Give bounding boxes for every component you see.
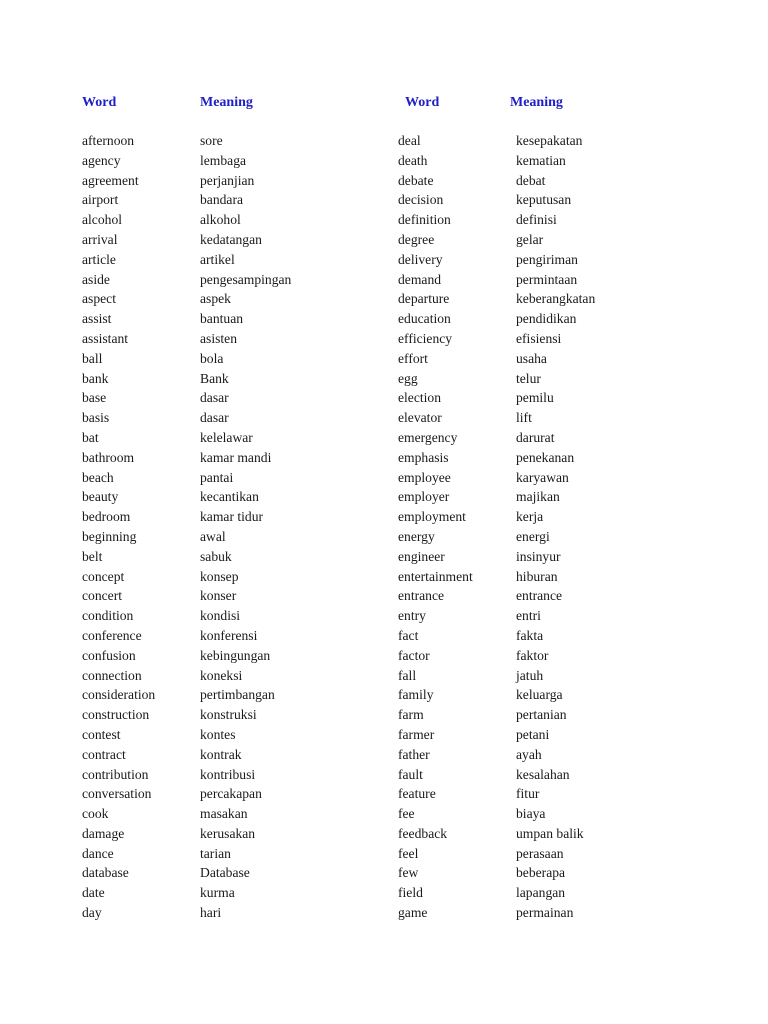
meaning-cell: konsep bbox=[200, 568, 239, 584]
meaning-cell: energi bbox=[516, 528, 550, 544]
left-word-column bbox=[82, 131, 155, 923]
meaning-cell: kondisi bbox=[200, 608, 241, 624]
word-cell: beauty bbox=[82, 489, 119, 505]
word-cell: cook bbox=[82, 806, 109, 822]
word-cell: farmer bbox=[398, 726, 435, 742]
word-cell: fault bbox=[398, 766, 423, 782]
word-cell: contest bbox=[82, 726, 121, 742]
meaning-cell: petani bbox=[516, 726, 550, 742]
meaning-cell: kematian bbox=[516, 152, 566, 168]
meaning-cell: penekanan bbox=[516, 449, 575, 465]
word-cell: feature bbox=[398, 786, 436, 802]
word-cell: effort bbox=[398, 350, 428, 366]
meaning-cell: kecantikan bbox=[200, 489, 259, 505]
word-cell: airport bbox=[82, 192, 119, 208]
meaning-cell: fitur bbox=[516, 786, 540, 802]
word-cell: decision bbox=[398, 192, 444, 208]
word-cell: employment bbox=[398, 509, 466, 525]
word-cell: efficiency bbox=[398, 330, 453, 346]
meaning-cell: entri bbox=[516, 608, 541, 624]
meaning-cell: usaha bbox=[516, 350, 547, 366]
word-cell: delivery bbox=[398, 251, 443, 267]
word-cell: egg bbox=[398, 370, 418, 386]
meaning-cell: pertanian bbox=[516, 707, 567, 723]
meaning-cell: faktor bbox=[516, 647, 549, 663]
meaning-cell: awal bbox=[200, 528, 226, 544]
word-cell: few bbox=[398, 865, 419, 881]
meaning-cell: bantuan bbox=[200, 311, 244, 327]
word-cell: elevator bbox=[398, 410, 442, 426]
word-cell: concept bbox=[82, 568, 125, 584]
meaning-cell: karyawan bbox=[516, 469, 569, 485]
word-cell: game bbox=[398, 905, 428, 921]
word-cell: definition bbox=[398, 212, 451, 228]
meaning-cell: pengesampingan bbox=[200, 271, 292, 287]
meaning-cell: keluarga bbox=[516, 687, 563, 703]
word-cell: entrance bbox=[398, 588, 445, 604]
word-cell: death bbox=[398, 152, 428, 168]
meaning-cell: alkohol bbox=[200, 212, 241, 228]
word-cell: deal bbox=[398, 133, 421, 148]
word-cell: fee bbox=[398, 806, 415, 822]
meaning-cell: kesepakatan bbox=[516, 133, 583, 148]
meaning-cell: sore bbox=[200, 133, 223, 148]
word-cell: debate bbox=[398, 172, 434, 188]
meaning-cell: lift bbox=[516, 410, 532, 426]
right-word-header: Word bbox=[405, 95, 440, 110]
meaning-cell: hari bbox=[200, 905, 222, 921]
left-meaning-header: Meaning bbox=[200, 95, 253, 110]
word-cell: demand bbox=[398, 271, 442, 287]
word-cell: basis bbox=[82, 410, 110, 426]
right-meaning-column bbox=[516, 131, 595, 923]
word-cell: degree bbox=[398, 231, 435, 247]
meaning-cell: kontrak bbox=[200, 746, 242, 762]
left-word-header: Word bbox=[82, 95, 117, 110]
meaning-cell: sabuk bbox=[200, 548, 232, 564]
word-cell: entertainment bbox=[398, 568, 473, 584]
meaning-cell: pemilu bbox=[516, 390, 554, 406]
word-cell: emergency bbox=[398, 429, 458, 445]
word-cell: construction bbox=[82, 707, 150, 723]
meaning-cell: kontribusi bbox=[200, 766, 256, 782]
meaning-cell: masakan bbox=[200, 806, 248, 822]
meaning-cell: tarian bbox=[200, 845, 231, 861]
left-meaning-column bbox=[200, 131, 291, 923]
meaning-cell: biaya bbox=[516, 806, 546, 822]
meaning-cell: debat bbox=[516, 172, 546, 188]
word-cell: assistant bbox=[82, 330, 129, 346]
meaning-cell: telur bbox=[516, 370, 541, 386]
meaning-cell: kamar mandi bbox=[200, 449, 272, 465]
meaning-cell: bola bbox=[200, 350, 224, 366]
meaning-cell: bandara bbox=[200, 192, 244, 208]
meaning-cell: insinyur bbox=[516, 548, 561, 564]
meaning-cell: pertimbangan bbox=[200, 687, 275, 703]
word-cell: education bbox=[398, 311, 451, 327]
meaning-cell: konferensi bbox=[200, 627, 258, 643]
meaning-cell: pendidikan bbox=[516, 311, 577, 327]
word-cell: bat bbox=[82, 429, 99, 445]
word-cell: base bbox=[82, 390, 107, 406]
meaning-cell: darurat bbox=[516, 429, 555, 445]
meaning-cell: kerusakan bbox=[200, 825, 256, 841]
meaning-cell: aspek bbox=[200, 291, 231, 307]
right-word-column bbox=[398, 131, 473, 923]
meaning-cell: kesalahan bbox=[516, 766, 570, 782]
meaning-cell: umpan balik bbox=[516, 825, 584, 841]
word-cell: contribution bbox=[82, 766, 149, 782]
word-cell: alcohol bbox=[82, 212, 123, 228]
word-cell: aspect bbox=[82, 291, 116, 307]
word-cell: agreement bbox=[82, 172, 139, 188]
word-cell: damage bbox=[82, 825, 125, 841]
word-cell: employer bbox=[398, 489, 450, 505]
word-cell: family bbox=[398, 687, 434, 703]
meaning-cell: konser bbox=[200, 588, 237, 604]
word-cell: engineer bbox=[398, 548, 445, 564]
word-cell: conversation bbox=[82, 786, 152, 802]
meaning-cell: majikan bbox=[516, 489, 560, 505]
meaning-cell: kontes bbox=[200, 726, 236, 742]
meaning-cell: Bank bbox=[200, 370, 229, 386]
meaning-cell: pengiriman bbox=[516, 251, 578, 267]
word-cell: ball bbox=[82, 350, 103, 366]
word-cell: fall bbox=[398, 667, 417, 683]
word-cell: energy bbox=[398, 528, 435, 544]
meaning-cell: artikel bbox=[200, 251, 235, 267]
word-cell: bathroom bbox=[82, 449, 135, 465]
word-cell: emphasis bbox=[398, 449, 449, 465]
meaning-cell: konstruksi bbox=[200, 707, 257, 723]
meaning-cell: kebingungan bbox=[200, 647, 271, 663]
word-cell: beach bbox=[82, 469, 114, 485]
meaning-cell: kamar tidur bbox=[200, 509, 264, 525]
meaning-cell: dasar bbox=[200, 410, 229, 426]
word-cell: condition bbox=[82, 608, 134, 624]
word-cell: confusion bbox=[82, 647, 136, 663]
meaning-cell: fakta bbox=[516, 627, 544, 643]
word-cell: feedback bbox=[398, 825, 448, 841]
meaning-cell: lembaga bbox=[200, 152, 247, 168]
word-cell: dance bbox=[82, 845, 114, 861]
meaning-cell: entrance bbox=[516, 588, 563, 604]
word-cell: concert bbox=[82, 588, 122, 604]
word-cell: afternoon bbox=[82, 133, 135, 148]
word-cell: employee bbox=[398, 469, 451, 485]
word-cell: bedroom bbox=[82, 509, 131, 525]
word-cell: article bbox=[82, 251, 116, 267]
word-cell: assist bbox=[82, 311, 112, 327]
word-cell: bank bbox=[82, 370, 109, 386]
word-cell: contract bbox=[82, 746, 126, 762]
right-meaning-header: Meaning bbox=[510, 95, 563, 110]
meaning-cell: beberapa bbox=[516, 865, 566, 881]
meaning-cell: kedatangan bbox=[200, 231, 262, 247]
word-cell: fact bbox=[398, 627, 419, 643]
meaning-cell: perasaan bbox=[516, 845, 564, 861]
meaning-cell: definisi bbox=[516, 212, 557, 228]
word-cell: aside bbox=[82, 271, 110, 287]
meaning-cell: permainan bbox=[516, 905, 574, 921]
meaning-cell: dasar bbox=[200, 390, 229, 406]
meaning-cell: permintaan bbox=[516, 271, 578, 287]
meaning-cell: gelar bbox=[516, 231, 544, 247]
meaning-cell: perjanjian bbox=[200, 172, 255, 188]
word-cell: database bbox=[82, 865, 129, 881]
word-cell: field bbox=[398, 885, 423, 901]
meaning-cell: hiburan bbox=[516, 568, 558, 584]
word-cell: factor bbox=[398, 647, 430, 663]
meaning-cell: asisten bbox=[200, 330, 237, 346]
word-cell: entry bbox=[398, 608, 426, 624]
word-cell: date bbox=[82, 885, 105, 901]
meaning-cell: kerja bbox=[516, 509, 544, 525]
meaning-cell: keputusan bbox=[516, 192, 572, 208]
word-cell: father bbox=[398, 746, 430, 762]
word-cell: election bbox=[398, 390, 442, 406]
meaning-cell: koneksi bbox=[200, 667, 243, 683]
meaning-cell: jatuh bbox=[516, 667, 544, 683]
word-cell: arrival bbox=[82, 231, 118, 247]
meaning-cell: kelelawar bbox=[200, 429, 253, 445]
word-cell: consideration bbox=[82, 687, 156, 703]
word-cell: connection bbox=[82, 667, 142, 683]
word-cell: agency bbox=[82, 152, 121, 168]
meaning-cell: percakapan bbox=[200, 786, 262, 802]
word-cell: day bbox=[82, 905, 102, 921]
word-cell: departure bbox=[398, 291, 450, 307]
meaning-cell: ayah bbox=[516, 746, 542, 762]
meaning-cell: keberangkatan bbox=[516, 291, 596, 307]
meaning-cell: Database bbox=[200, 865, 250, 881]
meaning-cell: kurma bbox=[200, 885, 235, 901]
word-cell: conference bbox=[82, 627, 142, 643]
word-cell: feel bbox=[398, 845, 419, 861]
word-cell: beginning bbox=[82, 528, 137, 544]
meaning-cell: efisiensi bbox=[516, 330, 562, 346]
word-cell: farm bbox=[398, 707, 424, 723]
meaning-cell: pantai bbox=[200, 469, 234, 485]
word-cell: belt bbox=[82, 548, 103, 564]
meaning-cell: lapangan bbox=[516, 885, 566, 901]
